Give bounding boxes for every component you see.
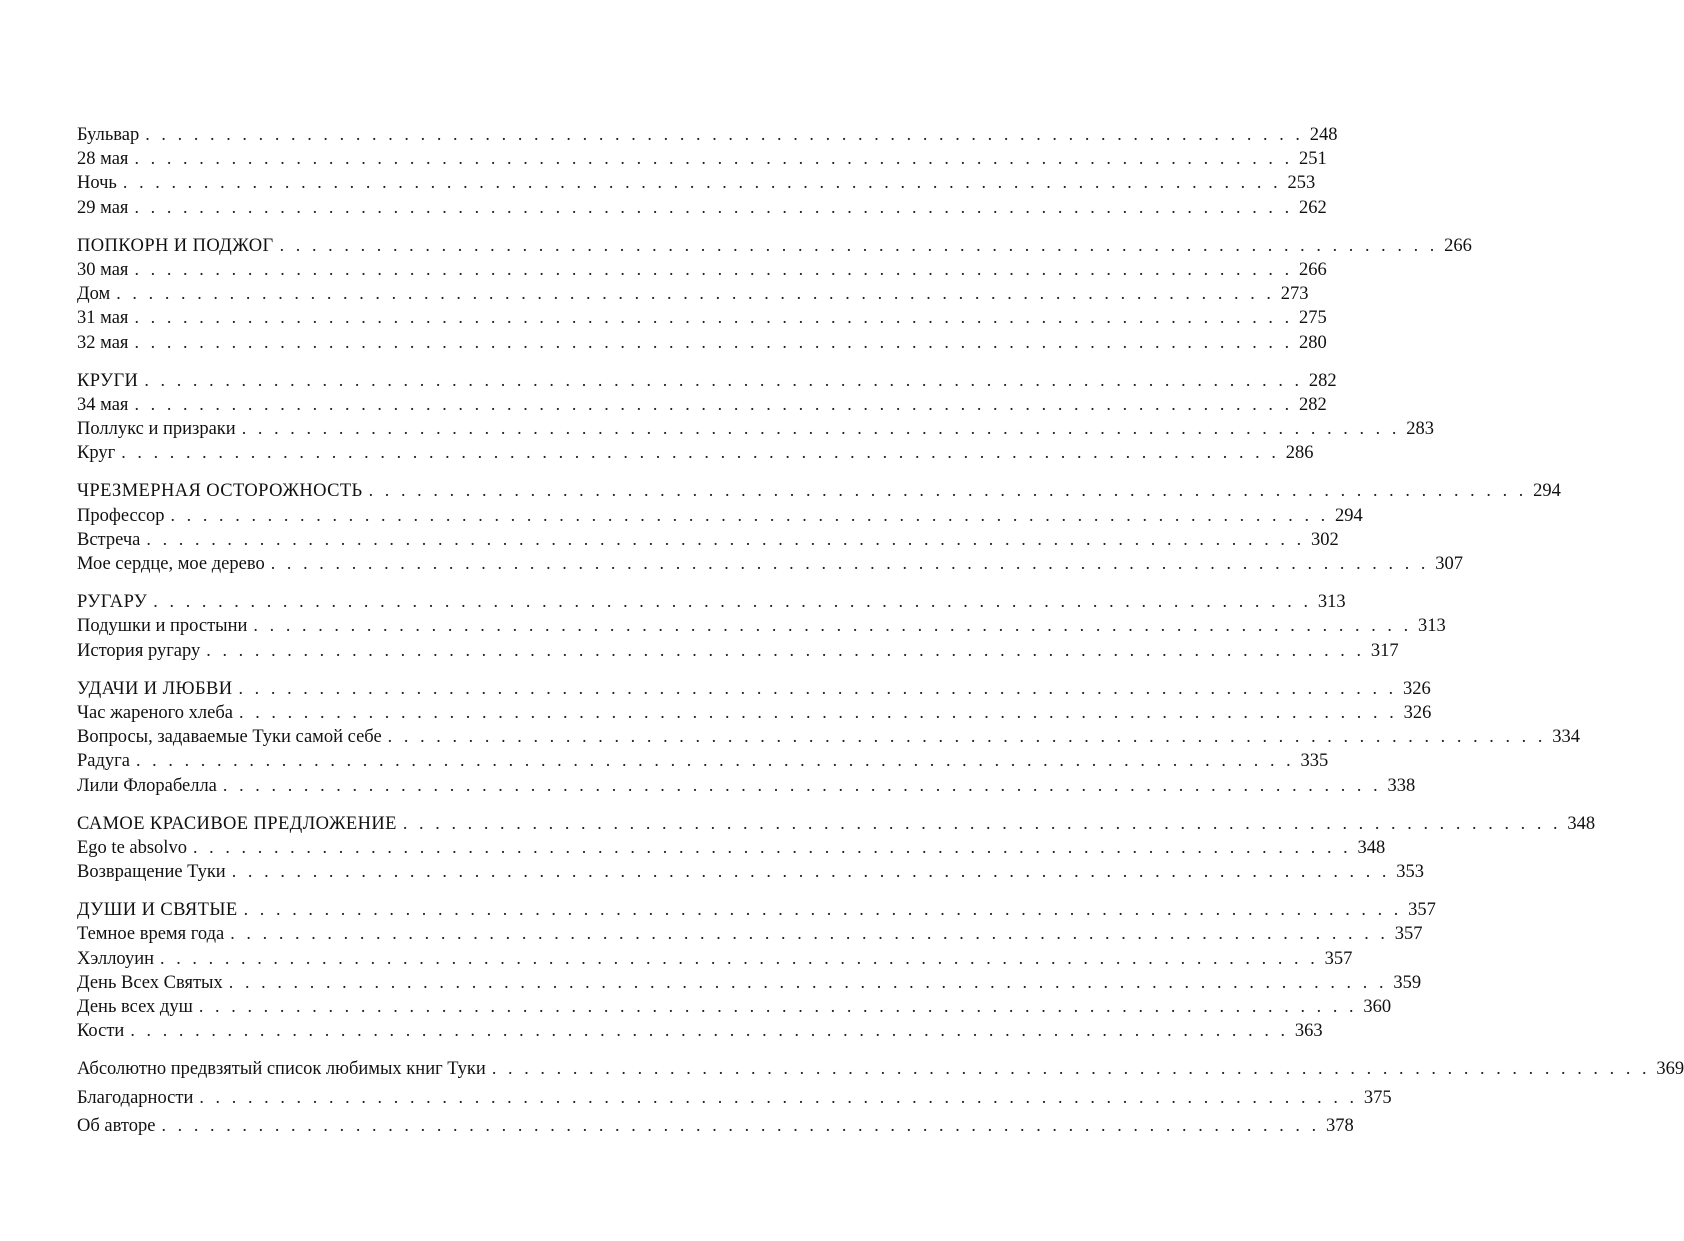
dot-leader: . . . . . . . . . . . . . . . . . . . . . . . . . . . . . . . . . . . . . . . . . . . . . . . . . . . . . . . . . . . . . . . . . . . . . . . . [153, 591, 1312, 612]
entry-title: Ego te absolvo [77, 837, 187, 858]
dot-leader: . . . . . . . . . . . . . . . . . . . . . . . . . . . . . . . . . . . . . . . . . . . . . . . . . . . . . . . . . . . . . . . . . . . . . . . . [238, 677, 1397, 698]
section-title: САМОЕ КРАСИВОЕ ПРЕДЛОЖЕНИЕ [77, 813, 397, 834]
toc-entry[interactable] [77, 257, 1327, 281]
dot-leader: . . . . . . . . . . . . . . . . . . . . . . . . . . . . . . . . . . . . . . . . . . . . . . . . . . . . . . . . . . . . . . . . . . . . . . . . [134, 258, 1293, 279]
dot-leader: . . . . . . . . . . . . . . . . . . . . . . . . . . . . . . . . . . . . . . . . . . . . . . . . . . . . . . . . . . . . . . . . . . . . . . . . [121, 442, 1280, 463]
toc-entry[interactable] [77, 416, 1434, 440]
entry-title: Хэллоуин [77, 948, 155, 969]
dot-leader: . . . . . . . . . . . . . . . . . . . . . . . . . . . . . . . . . . . . . . . . . . . . . . . . . . . . . . . . . . . . . . . . . . . . . . . . [206, 639, 1365, 660]
toc-entry[interactable] [77, 700, 1432, 724]
table-of-contents [77, 122, 1684, 1141]
dot-leader: . . . . . . . . . . . . . . . . . . . . . . . . . . . . . . . . . . . . . . . . . . . . . . . . . . . . . . . . . . . . . . . . . . . . . . . . [231, 861, 1391, 882]
dot-leader: . . . . . . . . . . . . . . . . . . . . . . . . . . . . . . . . . . . . . . . . . . . . . . . . . . . . . . . . . . . . . . . . . . . . . . . . [134, 148, 1293, 169]
entry-title: Темное время года [77, 924, 225, 945]
dot-leader: . . . . . . . . . . . . . . . . . . . . . . . . . . . . . . . . . . . . . . . . . . . . . . . . . . . . . . . . . . . . . . . . . . . . . . . . [387, 726, 1546, 747]
dot-leader: . . . . . . . . . . . . . . . . . . . . . . . . . . . . . . . . . . . . . . . . . . . . . . . . . . . . . . . . . . . . . . . . . . . . . . . . [122, 172, 1282, 193]
entry-title: Радуга [77, 751, 130, 772]
dot-leader: . . . . . . . . . . . . . . . . . . . . . . . . . . . . . . . . . . . . . . . . . . . . . . . . . . . . . . . . . . . . . . . . . . . . . . . . [368, 480, 1527, 501]
toc-section [77, 478, 1561, 575]
toc-entry[interactable] [77, 970, 1422, 994]
page-number: 302 [1310, 529, 1339, 550]
entry-title: Час жареного хлеба [77, 702, 233, 723]
page-number: 251 [1299, 149, 1327, 170]
dot-leader: . . . . . . . . . . . . . . . . . . . . . . . . . . . . . . . . . . . . . . . . . . . . . . . . . . . . . . . . . . . . . . . . . . . . . . . . [146, 528, 1305, 549]
entry-title: Встреча [77, 529, 141, 550]
entry-title: 32 мая [77, 332, 129, 353]
page-number: 359 [1393, 972, 1422, 993]
toc-entry[interactable] [77, 392, 1327, 416]
toc-section [77, 897, 1436, 1042]
page-number: 253 [1287, 173, 1316, 194]
toc-entry[interactable] [77, 994, 1392, 1018]
toc-appendix [77, 1113, 1354, 1137]
entry-title: Круг [77, 443, 116, 464]
toc-entry[interactable] [77, 1113, 1354, 1137]
page-number: 294 [1533, 481, 1561, 502]
dot-leader: . . . . . . . . . . . . . . . . . . . . . . . . . . . . . . . . . . . . . . . . . . . . . . . . . . . . . . . . . . . . . . . . . . . . . . . . [253, 615, 1412, 636]
toc-section [77, 676, 1580, 797]
toc-section-heading[interactable] [77, 676, 1431, 700]
dot-leader: . . . . . . . . . . . . . . . . . . . . . . . . . . . . . . . . . . . . . . . . . . . . . . . . . . . . . . . . . . . . . . . . . . . . . . . . [161, 1114, 1320, 1135]
toc-entry[interactable] [77, 440, 1314, 464]
entry-title: История ругару [77, 640, 201, 661]
page-number: 348 [1357, 837, 1386, 858]
entry-title: Поллукс и призраки [77, 419, 236, 440]
toc-entry[interactable] [77, 1085, 1392, 1109]
entry-title: Подушки и простыни [77, 616, 248, 637]
entry-title: Возвращение Туки [77, 862, 226, 883]
entry-title: День Всех Святых [77, 972, 223, 993]
toc-entry[interactable] [77, 638, 1399, 662]
dot-leader: . . . . . . . . . . . . . . . . . . . . . . . . . . . . . . . . . . . . . . . . . . . . . . . . . . . . . . . . . . . . . . . . . . . . . . . . [230, 923, 1389, 944]
toc-entry[interactable] [77, 748, 1329, 772]
page-number: 326 [1403, 702, 1432, 723]
entry-title: Благодарности [77, 1087, 194, 1108]
section-title: ЧРЕЗМЕРНАЯ ОСТОРОЖНОСТЬ [77, 481, 363, 502]
toc-section-heading[interactable] [77, 233, 1472, 257]
page-number: 266 [1444, 235, 1472, 256]
page-number: 317 [1370, 640, 1399, 661]
toc-section [77, 589, 1446, 662]
toc-entry[interactable] [77, 527, 1339, 551]
toc-entry[interactable] [77, 551, 1464, 575]
page-number: 378 [1326, 1115, 1354, 1136]
toc-appendix [77, 1085, 1392, 1109]
toc-entry[interactable] [77, 835, 1386, 859]
toc-entry[interactable] [77, 330, 1327, 354]
page-number: 282 [1308, 370, 1337, 391]
toc-section-heading[interactable] [77, 478, 1561, 502]
dot-leader: . . . . . . . . . . . . . . . . . . . . . . . . . . . . . . . . . . . . . . . . . . . . . . . . . . . . . . . . . . . . . . . . . . . . . . . . [228, 971, 1388, 992]
dot-leader: . . . . . . . . . . . . . . . . . . . . . . . . . . . . . . . . . . . . . . . . . . . . . . . . . . . . . . . . . . . . . . . . . . . . . . . . [145, 124, 1304, 144]
dot-leader: . . . . . . . . . . . . . . . . . . . . . . . . . . . . . . . . . . . . . . . . . . . . . . . . . . . . . . . . . . . . . . . . . . . . . . . . [134, 196, 1293, 217]
page-number: 334 [1552, 727, 1580, 748]
entry-title: 30 мая [77, 259, 129, 280]
dot-leader: . . . . . . . . . . . . . . . . . . . . . . . . . . . . . . . . . . . . . . . . . . . . . . . . . . . . . . . . . . . . . . . . . . . . . . . . [116, 283, 1275, 304]
toc-entry[interactable] [77, 921, 1423, 945]
toc-entry[interactable] [77, 122, 1338, 146]
toc-section [77, 233, 1472, 354]
toc-section-heading[interactable] [77, 811, 1596, 835]
toc-section [77, 122, 1338, 219]
entry-title: 28 мая [77, 149, 129, 170]
page-number: 273 [1280, 284, 1309, 305]
page-number: 335 [1300, 751, 1329, 772]
dot-leader: . . . . . . . . . . . . . . . . . . . . . . . . . . . . . . . . . . . . . . . . . . . . . . . . . . . . . . . . . . . . . . . . . . . . . . . . [144, 369, 1303, 390]
toc-section-heading[interactable] [77, 368, 1337, 392]
toc-entry[interactable] [77, 613, 1446, 637]
toc-section-heading[interactable] [77, 589, 1346, 613]
page-number: 266 [1299, 259, 1327, 280]
toc-entry[interactable] [77, 195, 1327, 219]
entry-title: Вопросы, задаваемые Туки самой себе [77, 727, 382, 748]
toc-entry[interactable] [77, 305, 1327, 329]
section-title: РУГАРУ [77, 592, 148, 613]
toc-entry[interactable] [77, 503, 1363, 527]
toc-entry[interactable] [77, 146, 1327, 170]
dot-leader: . . . . . . . . . . . . . . . . . . . . . . . . . . . . . . . . . . . . . . . . . . . . . . . . . . . . . . . . . . . . . . . . . . . . . . . . [170, 504, 1329, 525]
dot-leader: . . . . . . . . . . . . . . . . . . . . . . . . . . . . . . . . . . . . . . . . . . . . . . . . . . . . . . . . . . . . . . . . . . . . . . . . [199, 1086, 1358, 1107]
dot-leader: . . . . . . . . . . . . . . . . . . . . . . . . . . . . . . . . . . . . . . . . . . . . . . . . . . . . . . . . . . . . . . . . . . . . . . . . [491, 1058, 1651, 1079]
toc-entry[interactable] [77, 170, 1316, 194]
dot-leader: . . . . . . . . . . . . . . . . . . . . . . . . . . . . . . . . . . . . . . . . . . . . . . . . . . . . . . . . . . . . . . . . . . . . . . . . [239, 701, 1398, 722]
entry-title: Об авторе [77, 1115, 156, 1136]
toc-entry[interactable] [77, 773, 1416, 797]
section-title: КРУГИ [77, 370, 139, 391]
entry-title: Мое сердце, мое дерево [77, 554, 265, 574]
page-number: 369 [1656, 1059, 1684, 1080]
section-title: ДУШИ И СВЯТЫЕ [77, 900, 238, 921]
page-number: 286 [1285, 443, 1314, 464]
toc-section [77, 368, 1434, 465]
toc-entry[interactable] [77, 724, 1580, 748]
page-number: 375 [1363, 1087, 1392, 1108]
entry-title: Абсолютно предвзятый список любимых книг Туки [77, 1059, 486, 1080]
entry-title: 31 мая [77, 308, 129, 329]
toc-entry[interactable] [77, 1018, 1323, 1042]
entry-title: 29 мая [77, 197, 129, 218]
dot-leader: . . . . . . . . . . . . . . . . . . . . . . . . . . . . . . . . . . . . . . . . . . . . . . . . . . . . . . . . . . . . . . . . . . . . . . . . [135, 750, 1295, 771]
page-number: 294 [1335, 505, 1363, 526]
dot-leader: . . . . . . . . . . . . . . . . . . . . . . . . . . . . . . . . . . . . . . . . . . . . . . . . . . . . . . . . . . . . . . . . . . . . . . . . [134, 331, 1293, 352]
toc-entry[interactable] [77, 1056, 1684, 1080]
section-title: ПОПКОРН И ПОДЖОГ [77, 235, 274, 256]
page-number: 360 [1363, 997, 1392, 1017]
dot-leader: . . . . . . . . . . . . . . . . . . . . . . . . . . . . . . . . . . . . . . . . . . . . . . . . . . . . . . . . . . . . . . . . . . . . . . . . [134, 307, 1293, 328]
page-number: 363 [1294, 1021, 1323, 1042]
page-number: 338 [1387, 775, 1416, 796]
page-number: 283 [1406, 419, 1434, 440]
dot-leader: . . . . . . . . . . . . . . . . . . . . . . . . . . . . . . . . . . . . . . . . . . . . . . . . . . . . . . . . . . . . . . . . . . . . . . . . [192, 836, 1352, 857]
toc-section-heading[interactable] [77, 897, 1436, 921]
page-number: 280 [1299, 332, 1327, 353]
page-number: 353 [1396, 862, 1425, 883]
page-number: 348 [1567, 813, 1596, 834]
toc-entry[interactable] [77, 946, 1353, 970]
page-number: 357 [1394, 924, 1423, 945]
dot-leader: . . . . . . . . . . . . . . . . . . . . . . . . . . . . . . . . . . . . . . . . . . . . . . . . . . . . . . . . . . . . . . . . . . . . . . . . [134, 393, 1293, 414]
entry-title: Бульвар [77, 125, 140, 145]
entry-title: Лили Флорабелла [77, 775, 217, 796]
dot-leader: . . . . . . . . . . . . . . . . . . . . . . . . . . . . . . . . . . . . . . . . . . . . . . . . . . . . . . . . . . . . . . . . . . . . . . . . [130, 1020, 1289, 1041]
entry-title: День всех душ [77, 997, 193, 1017]
page-number: 307 [1435, 554, 1464, 574]
toc-section [77, 811, 1596, 884]
entry-title: 34 мая [77, 394, 129, 415]
entry-title: Профессор [77, 505, 165, 526]
page-number: 326 [1403, 678, 1431, 699]
page-number: 282 [1299, 394, 1327, 415]
page-number: 275 [1299, 308, 1327, 329]
toc-entry[interactable] [77, 281, 1309, 305]
dot-leader: . . . . . . . . . . . . . . . . . . . . . . . . . . . . . . . . . . . . . . . . . . . . . . . . . . . . . . . . . . . . . . . . . . . . . . . . [270, 553, 1430, 573]
entry-title: Ночь [77, 173, 117, 194]
dot-leader: . . . . . . . . . . . . . . . . . . . . . . . . . . . . . . . . . . . . . . . . . . . . . . . . . . . . . . . . . . . . . . . . . . . . . . . . [279, 234, 1438, 255]
dot-leader: . . . . . . . . . . . . . . . . . . . . . . . . . . . . . . . . . . . . . . . . . . . . . . . . . . . . . . . . . . . . . . . . . . . . . . . . [160, 947, 1319, 968]
dot-leader: . . . . . . . . . . . . . . . . . . . . . . . . . . . . . . . . . . . . . . . . . . . . . . . . . . . . . . . . . . . . . . . . . . . . . . . . [198, 996, 1358, 1016]
dot-leader: . . . . . . . . . . . . . . . . . . . . . . . . . . . . . . . . . . . . . . . . . . . . . . . . . . . . . . . . . . . . . . . . . . . . . . . . [243, 899, 1402, 920]
dot-leader: . . . . . . . . . . . . . . . . . . . . . . . . . . . . . . . . . . . . . . . . . . . . . . . . . . . . . . . . . . . . . . . . . . . . . . . . [402, 812, 1562, 833]
page-number: 248 [1309, 125, 1338, 145]
page-number: 262 [1299, 197, 1327, 218]
toc-entry[interactable] [77, 859, 1425, 883]
dot-leader: . . . . . . . . . . . . . . . . . . . . . . . . . . . . . . . . . . . . . . . . . . . . . . . . . . . . . . . . . . . . . . . . . . . . . . . . [241, 418, 1400, 439]
page-number: 313 [1317, 592, 1346, 613]
section-title: УДАЧИ И ЛЮБВИ [77, 678, 233, 699]
dot-leader: . . . . . . . . . . . . . . . . . . . . . . . . . . . . . . . . . . . . . . . . . . . . . . . . . . . . . . . . . . . . . . . . . . . . . . . . [222, 774, 1382, 795]
page-number: 357 [1408, 900, 1436, 921]
entry-title: Кости [77, 1021, 125, 1042]
entry-title: Дом [77, 284, 111, 305]
toc-appendix [77, 1056, 1684, 1080]
page-number: 357 [1324, 948, 1353, 969]
page-number: 313 [1417, 616, 1446, 637]
